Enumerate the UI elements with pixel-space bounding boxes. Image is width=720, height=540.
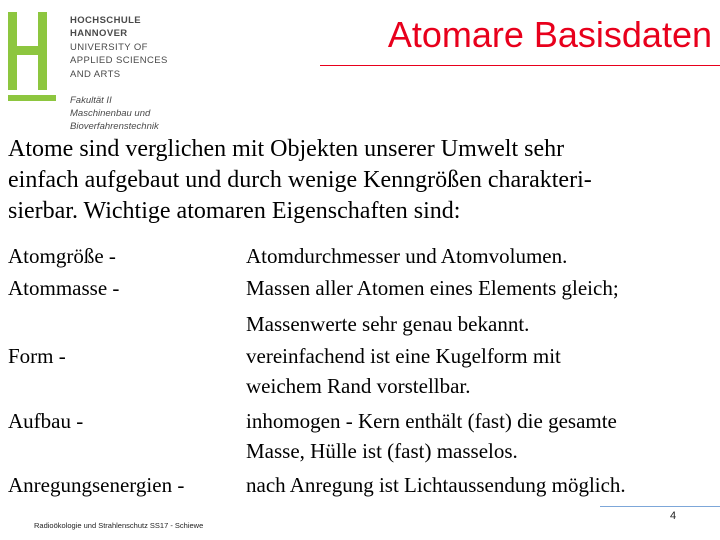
property-description: vereinfachend ist eine Kugelform mit: [246, 344, 561, 368]
property-description: Massen aller Atomen eines Elements gleich;: [246, 276, 619, 300]
property-term: Atomgröße -: [8, 244, 116, 268]
faculty-line: Maschinenbau und: [70, 108, 151, 119]
title-underline: [320, 65, 720, 66]
property-description: nach Anregung ist Lichtaussendung möglich.: [246, 473, 626, 497]
faculty-line: Bioverfahrenstechnik: [70, 121, 159, 132]
intro-paragraph: [8, 134, 712, 227]
intro-line: einfach aufgebaut und durch wenige Kenngrößen charakteri-: [8, 167, 592, 193]
property-term: Anregungsenergien -: [8, 473, 185, 497]
property-description: Massenwerte sehr genau bekannt.: [246, 312, 530, 336]
footer-text: Radioökologie und Strahlenschutz SS17 - Schiewe: [34, 521, 204, 530]
university-name-line: AND ARTS: [70, 68, 121, 80]
university-name-line: APPLIED SCIENCES: [70, 55, 168, 67]
university-name-line: HOCHSCHULE: [70, 15, 142, 26]
property-description: weichem Rand vorstellbar.: [246, 374, 471, 398]
university-logo: [6, 8, 176, 133]
property-term: Atommasse -: [8, 276, 120, 300]
intro-line: Atome sind verglichen mit Objekten unserer Umwelt sehr: [8, 136, 565, 162]
slide-title: Atomare Basisdaten: [387, 14, 712, 55]
faculty-line: Fakultät II: [70, 95, 112, 106]
page-number: 4: [670, 510, 677, 522]
hannover-h-logo-icon: [6, 8, 66, 104]
footer-divider: [600, 506, 720, 507]
property-term: Aufbau -: [8, 409, 84, 433]
property-term: Form -: [8, 344, 66, 368]
university-name-line: HANNOVER: [70, 28, 128, 40]
university-name: [70, 14, 168, 81]
university-name-line: UNIVERSITY OF: [70, 41, 148, 53]
property-description: Atomdurchmesser und Atomvolumen.: [246, 244, 568, 268]
faculty-name: [70, 94, 159, 133]
property-description: Masse, Hülle ist (fast) masselos.: [246, 439, 518, 463]
property-description: inhomogen - Kern enthält (fast) die gesamte: [246, 409, 617, 433]
intro-line: sierbar. Wichtige atomaren Eigenschaften sind:: [8, 198, 461, 224]
